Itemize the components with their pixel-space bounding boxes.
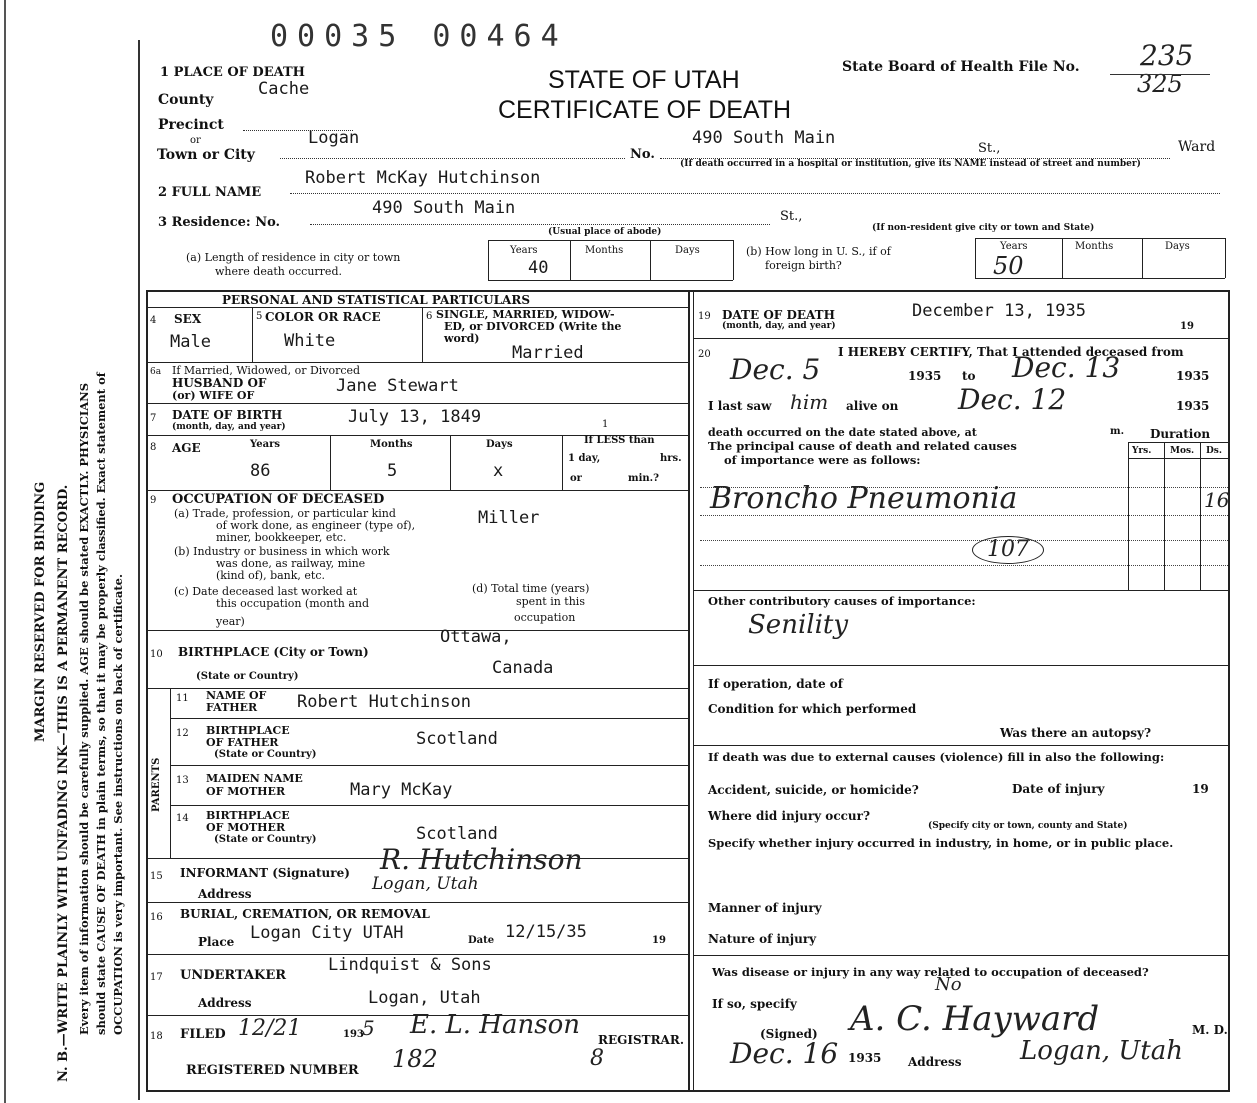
race-value: White [284,331,336,351]
last-saw-date: Dec. 12 [958,383,1067,416]
occupation-c-1: (c) Date deceased last worked at [174,585,358,598]
sex-label: SEX [174,312,202,326]
less-than-label: If LESS than [584,435,655,446]
occupation-b-3: (kind of), bank, etc. [216,569,326,582]
mother-birthplace-label-1: BIRTHPLACE [206,809,290,822]
age-label: AGE [172,441,201,455]
attended-to-year: 1935 [1176,369,1210,383]
duration-label: Duration [1150,427,1211,441]
age-days-label: Days [486,439,513,450]
accident-label: Accident, suicide, or homicide? [708,783,919,797]
if-so-label: If so, specify [712,997,797,1011]
informant-address-label: Address [198,887,252,901]
informant-address: Logan, Utah [372,874,479,894]
occurred-label: death occurred on the date stated above, at [708,426,977,439]
us-days-label: Days [1165,241,1190,252]
registered-number: 182 [392,1045,438,1073]
less-day-label: 1 day, [568,453,601,464]
father-birthplace-value: Scotland [416,729,498,749]
age-months-value: 5 [387,461,398,481]
marital-label-3: word) [444,332,480,345]
birthplace-country: Canada [492,658,554,678]
physician-address-label: Address [908,1055,962,1069]
autopsy-label: Was there an autopsy? [1000,726,1152,740]
signed-year: 1935 [848,1051,882,1065]
us-years-value: 50 [993,252,1024,280]
mother-birthplace-label-3: (State or Country) [214,834,317,845]
marital-value: Married [512,343,584,363]
undertaker-label: UNDERTAKER [180,968,287,983]
dob-value: July 13, 1849 [348,407,482,427]
last-saw-who: him [790,390,829,414]
specify-city-note: (Specify city or town, county and State) [928,821,1128,831]
attended-to-date: Dec. 13 [1012,351,1121,384]
margin-instruction-1: Every item of information should be carefully supplied. AGE should be stated EXACTLY. PHYSICIANS [77,382,91,1035]
occurred-m-label: m. [1110,426,1125,437]
residence-years-value: 40 [528,258,549,278]
length-residence-label-1: (a) Length of residence in city or town [186,251,401,264]
physician-address: Logan, Utah [1020,1036,1183,1066]
birthplace-label: BIRTHPLACE (City or Town) [178,645,369,659]
principal-cause-label-2: of importance were as follows: [724,453,921,467]
margin-instruction-2: should state CAUSE OF DEATH in plain terms, so that it may be properly classified. Exact statement of [94,372,108,1035]
certificate-title: CERTIFICATE OF DEATH [498,96,792,124]
dob-label: DATE OF BIRTH [172,408,283,422]
birthplace-state-label: (State or Country) [196,671,299,682]
county-label: County [158,92,214,108]
spouse-label-2: HUSBAND OF [172,376,267,390]
occupation-label: OCCUPATION OF DECEASED [172,492,385,507]
death-street-value: 490 South Main [692,128,836,148]
other-causes-label: Other contributory causes of importance: [708,594,976,608]
mother-value: Mary McKay [350,780,453,800]
us-residence-label-2: foreign birth? [765,259,842,272]
age-days-value: x [493,461,504,481]
dob-mark: 1 [602,419,609,430]
residence-label: 3 Residence: No. [158,215,281,230]
burial-place: Logan City UTAH [250,923,404,943]
mother-birthplace-label-2: OF MOTHER [206,821,286,834]
date-of-death-year-suffix: 19 [1180,321,1194,332]
alive-on-label: alive on [846,399,899,413]
occupation-related-answer: No [935,974,962,995]
registered-mark: 8 [590,1046,604,1071]
principal-cause-label-1: The principal cause of death and related causes [708,439,1017,453]
usual-abode-note: (Usual place of abode) [548,227,662,237]
parents-side-label: PARENTS [151,757,162,812]
date-of-death-sublabel: (month, day, and year) [722,321,836,331]
residence-months-label: Months [585,245,624,256]
personal-particulars-header: PERSONAL AND STATISTICAL PARTICULARS [222,293,531,307]
spouse-label-3: (or) WIFE OF [172,389,255,402]
duration-ds-label: Ds. [1206,446,1223,456]
duration-mos-label: Mos. [1170,446,1195,456]
occupation-b-2: was done, as railway, mine [216,557,366,570]
less-hrs-label: hrs. [660,453,682,464]
age-months-label: Months [370,439,413,450]
file-number-secondary: 325 [1137,70,1183,98]
signed-label: (Signed) [760,1027,818,1041]
marital-label-1: SINGLE, MARRIED, WIDOW- [436,308,615,321]
occupation-c-2: this occupation (month and [216,597,370,610]
burial-place-label: Place [198,935,235,949]
less-or-label: or [570,473,582,484]
attended-from-year: 1935 [908,369,942,383]
occupation-a-3: miner, bookkeeper, etc. [216,531,347,544]
occupation-c-3: year) [216,615,245,628]
father-label-2: FATHER [206,701,258,714]
where-injury-label: Where did injury occur? [708,809,871,823]
md-label: M. D. [1192,1023,1228,1037]
signed-date: Dec. 16 [730,1037,839,1070]
residence-years-label: Years [510,245,538,256]
specify-place-label: Specify whether injury occurred in industry, in home, or in public place. [708,836,1174,850]
father-birthplace-label-3: (State or Country) [214,749,317,760]
spouse-value: Jane Stewart [336,376,459,396]
us-years-label: Years [1000,241,1028,252]
operation-label: If operation, date of [708,677,843,691]
age-years-label: Years [250,439,281,450]
registrar-signature: E. L. Hanson [410,1010,580,1040]
injury-date-label: Date of injury [1012,782,1105,796]
us-months-label: Months [1075,241,1114,252]
occupation-related-label: Was disease or injury in any way related to occupation of deceased? [712,965,1149,979]
cause-code: 107 [972,536,1044,564]
residence-st-label: St., [780,209,803,224]
mother-birthplace-value: Scotland [416,824,498,844]
residence-value: 490 South Main [372,198,516,218]
father-birthplace-label-1: BIRTHPLACE [206,724,290,737]
certificate-serial-number: 00035 00464 [270,19,568,54]
date-of-death-value: December 13, 1935 [912,301,1086,321]
other-causes-value: Senility [748,610,849,640]
burial-date: 12/15/35 [505,922,587,942]
margin-instruction-3: OCCUPATION is very important. See instructions on back of certificate. [111,574,125,1035]
occupation-d-1: (d) Total time (years) [472,582,590,595]
town-label: Town or City [157,147,255,163]
spouse-label-1: If Married, Widowed, or Divorced [172,364,361,377]
or-label: or [190,135,201,146]
registered-number-label: REGISTERED NUMBER [186,1063,359,1078]
undertaker-address-label: Address [198,996,252,1010]
principal-cause-days: 16 [1204,488,1230,512]
street-label: St., [978,141,1001,156]
file-number: 235 [1140,39,1194,72]
filed-label: FILED [180,1027,226,1042]
filed-year: 5 [362,1016,375,1040]
occupation-d-3: occupation [514,611,576,624]
undertaker-value: Lindquist & Sons [328,955,492,975]
attended-from-date: Dec. 5 [730,353,821,386]
date-of-death-label: DATE OF DEATH [722,308,835,322]
us-residence-label-1: (b) How long in U. S., if of [746,245,891,258]
manner-label: Manner of injury [708,901,822,915]
full-name-value: Robert McKay Hutchinson [305,168,541,188]
undertaker-address: Logan, Utah [368,988,481,1008]
place-of-death-label: 1 PLACE OF DEATH [160,65,305,80]
burial-year-suffix: 19 [652,935,666,946]
filed-year-prefix: 193 [343,1029,364,1040]
father-birthplace-label-2: OF FATHER [206,736,279,749]
informant-label: INFORMANT (Signature) [180,866,350,880]
sex-value: Male [170,332,211,352]
occupation-d-2: spent in this [516,595,585,608]
race-label: COLOR OR RACE [265,310,381,324]
external-causes-label: If death was due to external causes (violence) fill in also the following: [708,750,1165,764]
certify-statement: I HEREBY CERTIFY, That I attended deceased from [838,345,1184,359]
residence-days-label: Days [675,245,700,256]
county-value: Cache [258,79,310,99]
injury-year-suffix: 19 [1192,782,1209,796]
margin-nb-note: N. B.—WRITE PLAINLY WITH UNFADING INK—THIS IS A PERMANENT RECORD. [56,484,71,1082]
dob-sublabel: (month, day, and year) [172,422,286,432]
margin-binding-note: MARGIN RESERVED FOR BINDING [33,481,48,742]
physician-signature: A. C. Hayward [850,999,1100,1039]
marital-label-2: ED, or DIVORCED (Write the [444,320,622,333]
nature-label: Nature of injury [708,932,817,946]
town-value: Logan [308,128,360,148]
occupation-a-2: of work done, as engineer (type of), [216,519,416,532]
last-saw-label: I last saw [708,399,772,413]
birthplace-city: Ottawa, [440,627,512,647]
age-years-value: 86 [250,461,271,481]
occupation-b-1: (b) Industry or business in which work [174,545,390,558]
length-residence-label-2: where death occurred. [215,265,342,278]
precinct-label: Precinct [158,117,224,133]
mother-label-1: MAIDEN NAME [206,772,303,785]
principal-cause-value: Broncho Pneumonia [710,481,1018,516]
informant-signature: R. Hutchinson [380,843,583,876]
burial-date-label: Date [468,935,495,946]
hospital-note: (If death occurred in a hospital or institution, give its NAME instead of street and number) [680,159,1141,169]
registrar-label: REGISTRAR. [598,1033,685,1047]
street-number-label: No. [630,147,655,162]
state-title: STATE OF UTAH [548,66,740,94]
father-label-1: NAME OF [206,689,267,702]
file-number-label: State Board of Health File No. [842,59,1080,75]
less-min-label: min.? [628,473,659,484]
duration-yrs-label: Yrs. [1132,446,1152,456]
last-saw-year: 1935 [1176,399,1210,413]
non-resident-note: (If non-resident give city or town and State) [872,223,1095,233]
father-value: Robert Hutchinson [297,692,471,712]
occupation-value: Miller [478,508,540,528]
filed-date: 12/21 [238,1016,302,1041]
attended-to-label: to [962,369,976,383]
ward-label: Ward [1178,139,1216,155]
condition-label: Condition for which performed [708,702,917,716]
occupation-a-1: (a) Trade, profession, or particular kind [174,507,396,520]
full-name-label: 2 FULL NAME [158,185,262,200]
mother-label-2: OF MOTHER [206,785,286,798]
burial-label: BURIAL, CREMATION, OR REMOVAL [180,907,430,921]
